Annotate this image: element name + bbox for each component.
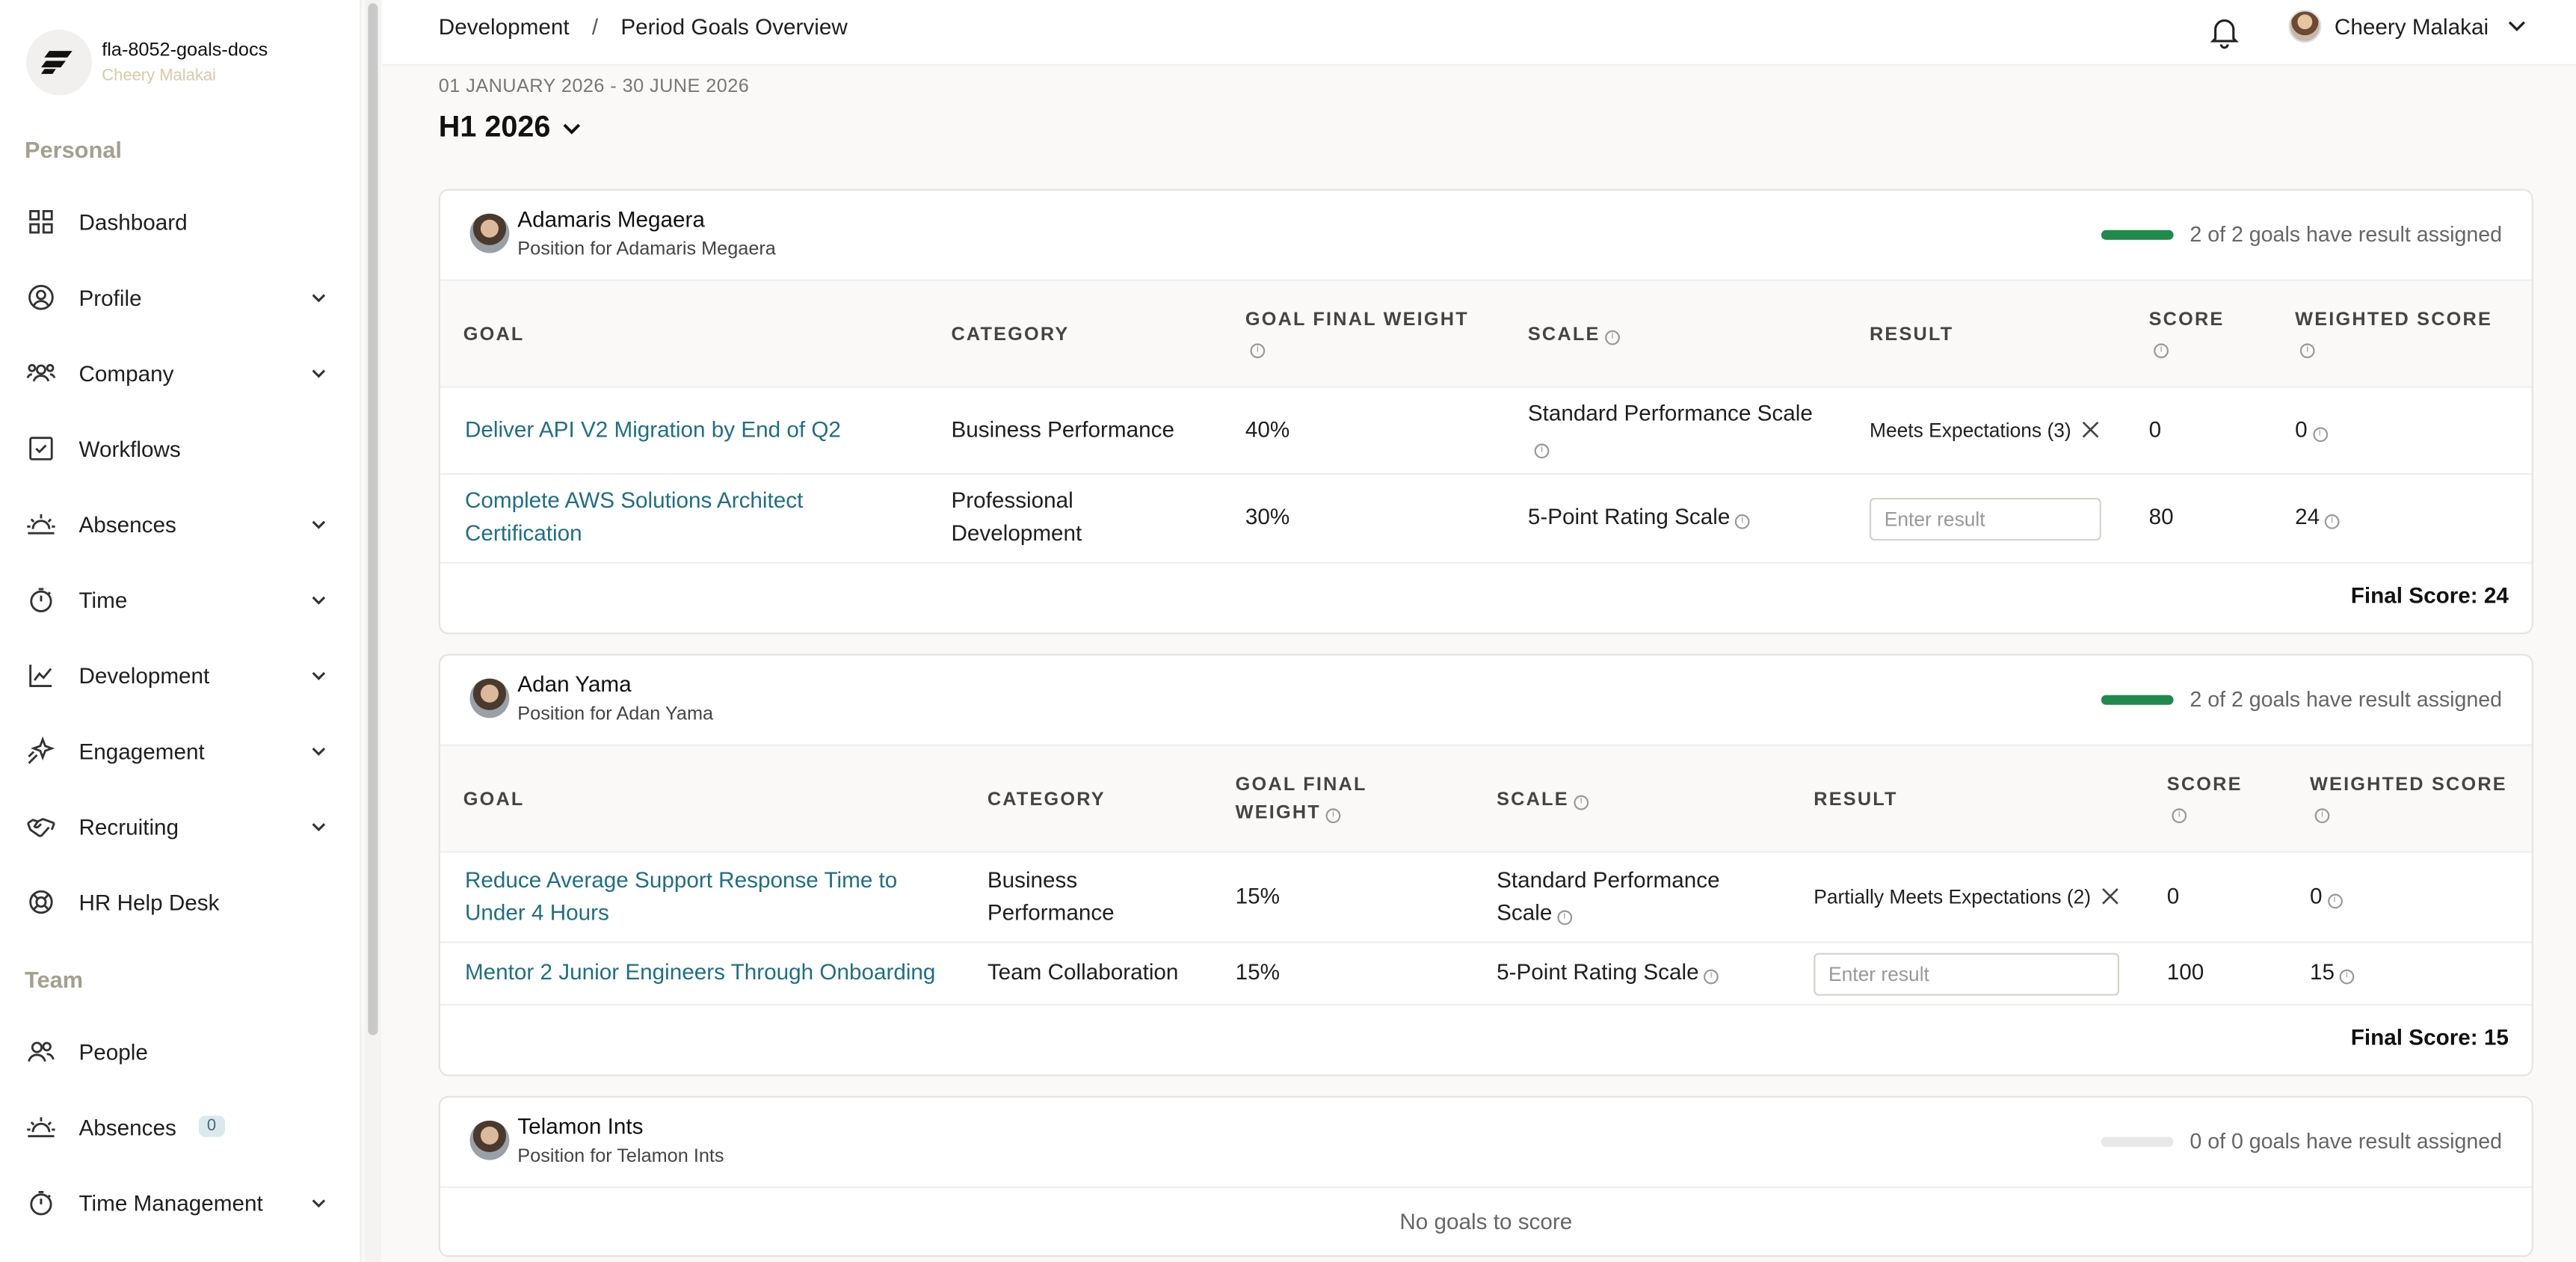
sparkle-icon	[26, 736, 56, 766]
count-badge: 0	[199, 1115, 224, 1137]
progress-text: 2 of 2 goals have result assigned	[2190, 221, 2503, 247]
org-logo-icon	[26, 30, 92, 96]
goal-weighted-score	[2295, 501, 2339, 534]
info-icon[interactable]: i	[2327, 894, 2342, 909]
chevron-down-icon	[307, 739, 330, 763]
employee-name: Telamon Ints	[517, 1114, 644, 1139]
sidebar-item-label: Profile	[78, 285, 142, 310]
employee-position: Position for Adan Yama	[517, 704, 714, 725]
scale-label: 5-Point Rating Scale	[1497, 959, 1699, 985]
sidebar-item-profile[interactable]	[0, 273, 361, 322]
section-team: Team	[24, 966, 84, 993]
info-icon[interactable]: i	[2172, 808, 2187, 823]
goal-score: 80	[2148, 504, 2174, 529]
col-scale	[1497, 787, 1589, 815]
sidebar-item-absences[interactable]	[0, 499, 361, 549]
chevron-down-icon	[307, 286, 330, 309]
table-header	[440, 281, 2532, 388]
sidebar-item-recruiting[interactable]	[0, 801, 361, 851]
scale-label: Standard Performance Scale	[1497, 867, 1720, 926]
avatar	[470, 214, 510, 253]
info-icon[interactable]: i	[1326, 808, 1341, 823]
col-weighted	[2295, 307, 2492, 363]
goal-weight: 30%	[1245, 504, 1290, 529]
sidebar-item-label: Absences	[78, 511, 176, 537]
weighted-value: 0	[2309, 884, 2323, 909]
avatar	[2288, 10, 2321, 43]
sidebar-item-development[interactable]	[0, 650, 361, 700]
sunrise-icon	[26, 1112, 56, 1142]
user-circle-icon	[26, 283, 56, 313]
close-icon[interactable]	[2101, 887, 2119, 905]
goal-weight: 15%	[1235, 959, 1281, 985]
handshake-icon	[26, 812, 56, 842]
users-icon	[26, 1037, 56, 1067]
org-name: fla-8052-goals-docs	[102, 40, 268, 61]
goal-category: Business Performance	[951, 417, 1174, 443]
sidebar-item-label: HR Help Desk	[78, 890, 220, 915]
chevron-down-icon	[2505, 15, 2528, 38]
sidebar-item-label: Recruiting	[78, 813, 179, 839]
stopwatch-icon	[26, 1188, 56, 1218]
chevron-down-icon	[307, 588, 330, 612]
sidebar-item-label: Company	[78, 360, 174, 386]
sidebar-item-hr-help-desk[interactable]	[0, 878, 361, 927]
progress-bar	[2101, 230, 2174, 240]
weighted-value: 0	[2295, 417, 2308, 443]
goal-link[interactable]: Reduce Average Support Response Time to Under 4 Hours	[464, 867, 898, 926]
sidebar-item-time[interactable]	[0, 575, 361, 624]
breadcrumb	[439, 15, 848, 40]
org-switcher[interactable]	[26, 30, 268, 96]
employee-position: Position for Adamaris Megaera	[517, 239, 776, 260]
sidebar-item-label: Absences	[78, 1115, 176, 1140]
info-icon[interactable]: i	[1605, 330, 1620, 345]
info-icon[interactable]: i	[1250, 343, 1265, 358]
table-header	[440, 746, 2532, 853]
stopwatch-icon	[26, 585, 56, 615]
col-scale-label: SCALE	[1497, 790, 1569, 810]
info-icon[interactable]: i	[2340, 970, 2355, 985]
col-category: CATEGORY	[951, 325, 1070, 345]
progress-text: 2 of 2 goals have result assigned	[2190, 686, 2503, 712]
sidebar-item-dashboard[interactable]	[0, 197, 361, 247]
table-row	[440, 853, 2532, 944]
chevron-down-icon	[307, 815, 330, 838]
col-weighted	[2310, 772, 2507, 828]
sidebar-item-label: Engagement	[78, 738, 205, 763]
employee-header	[440, 1098, 2532, 1188]
goal-scale	[1497, 956, 1719, 989]
goal-category: Business Performance	[987, 867, 1115, 926]
employee-card	[439, 654, 2533, 1077]
sidebar-item-people[interactable]	[0, 1027, 361, 1077]
final-score: Final Score: 24	[2350, 583, 2509, 609]
breadcrumb-current: Period Goals Overview	[620, 14, 848, 40]
sidebar-item-company[interactable]	[0, 348, 361, 398]
avatar	[470, 679, 510, 718]
info-icon[interactable]: i	[1704, 970, 1719, 985]
weighted-value: 15	[2309, 959, 2335, 985]
progress-fill	[2101, 230, 2174, 240]
goal-score: 0	[2148, 417, 2162, 443]
progress-fill	[2101, 695, 2174, 705]
info-icon[interactable]: i	[2300, 343, 2315, 358]
empty-state: No goals to score	[1399, 1209, 1573, 1234]
sidebar-item-label: Development	[78, 662, 210, 688]
goal-scale	[1528, 501, 1750, 534]
goal-weighted-score	[2295, 414, 2327, 447]
sidebar-item-label: Time	[78, 587, 128, 612]
employee-card	[439, 1096, 2533, 1257]
info-icon[interactable]: i	[2315, 808, 2330, 823]
sidebar-item-label: Time Management	[78, 1190, 263, 1216]
employee-header	[440, 191, 2532, 281]
goal-link[interactable]: Mentor 2 Junior Engineers Through Onboarding	[464, 959, 936, 985]
chevron-down-icon	[307, 1191, 330, 1214]
result-input[interactable]: Enter result	[1814, 953, 2119, 996]
final-score-row	[440, 1006, 2532, 1074]
col-weighted-label: WEIGHTED SCORE	[2309, 775, 2507, 795]
employee-header	[440, 656, 2532, 746]
employee-card	[439, 189, 2533, 635]
user-name: Cheery Malakai	[2334, 13, 2489, 39]
info-icon[interactable]: i	[1735, 514, 1750, 529]
employee-name: Adamaris Megaera	[517, 206, 705, 232]
result-value: Meets Expectations (3)	[1869, 419, 2071, 443]
period-title: H1 2026	[438, 110, 551, 144]
goal-scale	[1528, 398, 1840, 464]
col-score	[2167, 772, 2243, 828]
table-row	[440, 475, 2532, 564]
breadcrumb-separator: /	[591, 14, 599, 40]
col-goal: GOAL	[463, 790, 525, 810]
sunrise-icon	[26, 509, 56, 539]
breadcrumb-parent[interactable]: Development	[438, 14, 570, 40]
users-icon	[26, 358, 56, 388]
sidebar-item-workflows[interactable]	[0, 424, 361, 473]
progress-bar	[2101, 1137, 2174, 1147]
sidebar-item-time-management[interactable]	[0, 1178, 361, 1228]
sidebar-item-engagement[interactable]	[0, 726, 361, 775]
section-personal: Personal	[24, 136, 122, 163]
period-selector[interactable]	[439, 110, 584, 144]
col-weight	[1236, 772, 1367, 828]
col-result: RESULT	[1869, 325, 1954, 345]
lifebuoy-icon	[26, 887, 56, 917]
result-input[interactable]: Enter result	[1870, 498, 2101, 541]
goal-weight: 15%	[1235, 884, 1281, 909]
progress-text: 0 of 0 goals have result assigned	[2190, 1128, 2503, 1154]
goal-weighted-score	[2310, 956, 2354, 989]
grid-icon	[26, 207, 56, 237]
goal-category: Professional Development	[951, 487, 1082, 546]
col-score-label: SCORE	[2148, 310, 2225, 330]
table-row	[440, 388, 2532, 475]
result-chip	[1814, 881, 2119, 914]
scrollbar-thumb[interactable]	[368, 3, 378, 1035]
info-icon[interactable]: i	[2154, 343, 2169, 358]
progress-bar	[2101, 695, 2174, 705]
top-bar	[383, 0, 2576, 66]
avatar	[470, 1121, 510, 1160]
info-icon[interactable]: i	[2312, 427, 2327, 442]
result-value: Partially Meets Expectations (2)	[1814, 885, 2092, 909]
weighted-value: 24	[2295, 504, 2320, 529]
result-chip	[1870, 414, 2099, 447]
checkbox-icon	[26, 434, 56, 464]
col-result: RESULT	[1814, 790, 1898, 810]
bell-icon[interactable]	[2207, 13, 2243, 49]
employee-name: Adan Yama	[517, 671, 632, 697]
col-score	[2149, 307, 2225, 363]
chart-line-icon	[26, 660, 56, 690]
user-menu-button[interactable]	[2288, 10, 2527, 43]
col-category: CATEGORY	[987, 790, 1106, 810]
col-weight	[1245, 307, 1469, 363]
chevron-down-icon	[307, 664, 330, 687]
goal-weight: 40%	[1245, 417, 1290, 443]
col-scale	[1528, 322, 1620, 350]
col-weight-label: GOAL FINAL WEIGHT	[1245, 310, 1469, 330]
org-user: Cheery Malakai	[102, 67, 216, 85]
info-icon[interactable]: i	[1574, 795, 1589, 810]
sidebar-scrollbar[interactable]	[365, 0, 381, 1262]
chevron-down-icon	[307, 361, 330, 384]
scale-label: 5-Point Rating Scale	[1527, 504, 1731, 529]
col-goal: GOAL	[463, 325, 525, 345]
col-scale-label: SCALE	[1527, 325, 1600, 345]
col-weighted-label: WEIGHTED SCORE	[2295, 310, 2493, 330]
sidebar-item-label: Dashboard	[78, 209, 188, 235]
col-weight-label: WEIGHT	[1235, 803, 1321, 824]
info-icon[interactable]: i	[1557, 911, 1572, 926]
scale-label: Standard Performance Scale	[1527, 401, 1813, 426]
final-score: Final Score: 15	[2350, 1025, 2509, 1050]
col-weight-label: GOAL FINAL	[1235, 775, 1367, 795]
col-score-label: SCORE	[2166, 775, 2243, 795]
goal-link[interactable]: Complete AWS Solutions Architect Certification	[464, 487, 804, 546]
goal-score: 0	[2166, 884, 2180, 909]
sidebar-item-label: Workflows	[78, 436, 181, 461]
sidebar-item-label: People	[78, 1039, 148, 1065]
employee-position: Position for Telamon Ints	[517, 1146, 724, 1167]
sidebar-item-team-absences[interactable]	[0, 1103, 361, 1152]
info-icon[interactable]: i	[1535, 443, 1550, 458]
goal-link[interactable]: Deliver API V2 Migration by End of Q2	[464, 417, 841, 443]
close-icon[interactable]	[2081, 421, 2099, 439]
info-icon[interactable]: i	[2325, 514, 2340, 529]
goal-weighted-score	[2310, 881, 2342, 914]
table-row	[440, 943, 2532, 1006]
chevron-down-icon	[561, 116, 584, 139]
chevron-down-icon	[307, 513, 330, 536]
period-range: 01 JANUARY 2026 - 30 JUNE 2026	[438, 77, 750, 97]
sidebar	[0, 0, 361, 1262]
goal-category: Team Collaboration	[987, 959, 1179, 985]
goal-score: 100	[2166, 959, 2204, 985]
final-score-row	[440, 564, 2532, 632]
goal-scale	[1497, 864, 1760, 930]
